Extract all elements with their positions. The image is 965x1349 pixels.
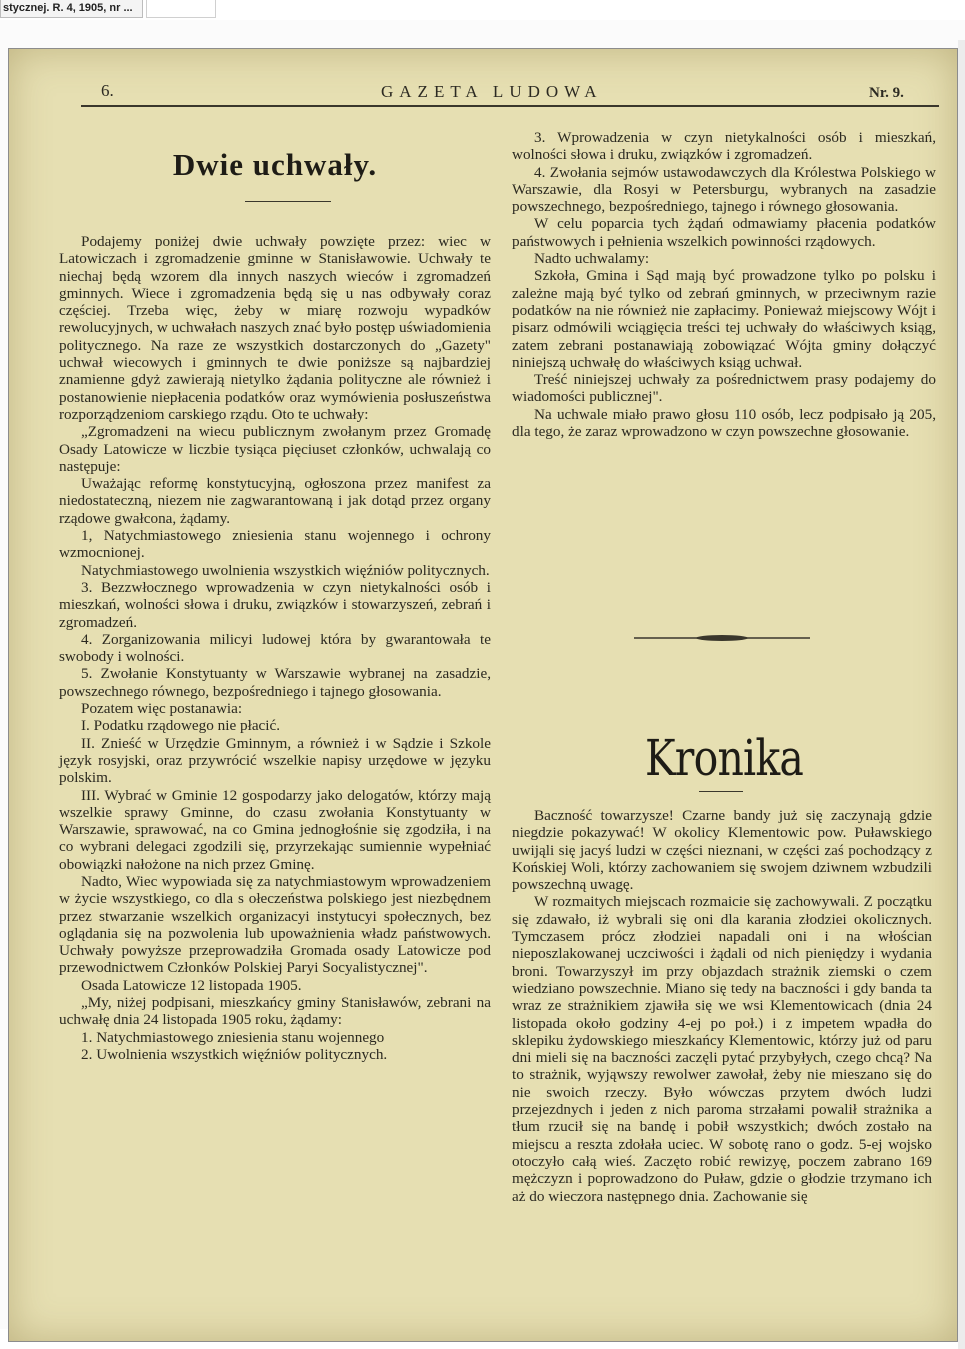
paragraph: 1. Natychmiastowego zniesienia stanu wojennego (81, 1028, 385, 1046)
column-right-top (512, 129, 936, 440)
paragraph: I. Podatku rządowego nie płacić. (81, 717, 281, 735)
issue-number: Nr. 9. (869, 85, 904, 101)
title-divider (245, 201, 331, 202)
paragraph: 2. Uwolnienia wszystkich więźniów politycznych. (81, 1045, 388, 1063)
paragraph: Nadto, Wiec wypowiada się za natychmiastowym wprowadzeniem w życie wszystkiego, co dla s ołeczeństwa polskiego jest niezbędnem przez stwarzanie wszelkich organizacyi instytucyi społecznych, bez oglądania się na pozwolenia lub upoważnienia władz państwowych. Uchwały powyższe przeprowadziła Gromada osady Latowicze pod przewodnictwem Członków Polskiej Paryi Socyalistycznej". (59, 872, 491, 977)
paragraph: Nadto uchwalamy: (534, 250, 650, 268)
paragraph: Pozatem więc postanawia: (81, 700, 243, 718)
paragraph: Na uchwale miało prawo głosu 110 osób, lecz podpisało ją 205, dla tego, że zaraz wprowadzono w czyn powszechne głosowanie. (512, 405, 936, 441)
paragraph: W celu poparcia tych żądań odmawiamy płacenia podatków państwowych i pełnienia wszelkich powinności rządowych. (512, 215, 936, 250)
paragraph: W rozmaitych miejscach rozmaicie się zachowywali. Z początku się zdawało, iż wybrali się oni dla karania złodziei okolicznych. Tymczasem prócz złodziei napadali oni i na włościan nieposzlakowanej uczciwości i żądali od nich pieniędzy i wydania broni. Towarzyszył im przy objazdach strażnik ziemski o czem wiedziano powszechnie. Miano się tedy na baczności i gdy banda ta wraz ze strażnikiem zjawiła się we wsi Klementowicach (dnia 24 listopada około godziny 4-ej po poł.) i z impetem wpadła do sklepiku żydowskiego mieszkańcy Klementowic, którzy już od paru dni mieli się na baczności zaczęli pytać przybyłych, czego chcą? Na to strażnik, wyjąwszy rewolwer zawołał, żeby nie mieszano się do nie swoich rzeczy. Było wówczas przytem dwóch ludzi przejezdnych i jeden z nich paroma strzałami powalił strażnika a tłum rzucił się na bandę i pobił wszystkich; dwóch zostało na miejscu a reszta zdołała uciec. W sobotę rano o godz. 5-ej wojsko otoczyło całą wieś. Zaczęto robić rewizyę, poczem zabrano 169 mężczyzn i poprowadzono do Puław, gdzie o głodzie trzymano ich aż do wieczora następnego dnia. Zachowanie się (512, 893, 932, 1205)
section-title-kronika: Kronika (644, 729, 803, 787)
paragraph: 4. Zwołania sejmów ustawodawczych dla Królestwa Polskiego w Warszawie, dla Rosyi w Petersburgu, wybranych na zasadzie powszechnego, bezpośredniego, tajnego i równego głosowania. (512, 163, 936, 216)
article-title-dwie-uchwaly: Dwie uchwały. (172, 147, 378, 182)
newspaper-page (8, 48, 958, 1342)
empty-tab[interactable] (146, 0, 216, 18)
ornamental-divider (634, 631, 810, 645)
paragraph: III. Wybrać w Gminie 12 gospodarzy jako delogatów, którzy mają wszelkie sprawy Gminne, do czasu zwołania Konstytuanty w Warszawie, sprawować, na co Gmina jednogłośnie się zgodziła, i na co wybrani delegaci zgodzili się, przyrzekając sumiennie wypełniać obowiązki nałożone na nich przez Gminę. (59, 786, 491, 873)
paragraph: 1, Natychmiastowego zniesienia stanu wojennego i ochrony wzmocnionej. (59, 527, 491, 562)
paragraph: Natychmiastowego uwolnienia wszystkich więźniów politycznych. (81, 561, 490, 579)
paragraph: 3. Wprowadzenia w czyn nietykalności osób i mieszkań, wolności słowa i druku, związków i zgromadzeń. (512, 129, 936, 164)
paragraph: 4. Zorganizowania milicyi ludowej która by gwarantowała te swobody i wolności. (59, 630, 491, 666)
paragraph: 5. Zwołanie Konstytuanty w Warszawie wybranej na zasadzie, powszechnego równego, bezpośredniego i tajnego głosowania. (59, 665, 491, 700)
paragraph: Baczność towarzysze! Czarne bandy już się zaczynają gdzie niegdzie pokazywać! W okolicy Klementowic pow. Puławskiego uwijąli się jacyś ludzi w części nieznani, w części zaś pochodzący z Końskiej Woli, którzy zachowaniem się swojem dziwnem wzbudzili powszechną uwagę. (512, 807, 932, 894)
paragraph: Szkoła, Gmina i Sąd mają być prowadzone tylko po polsku i zależne mają być tylko od zebrań gminnych, w przeciwnym razie podatków na nie również nie zapłacimy. Ponieważ miejscowy Wójt i pisarz odmówili wciągięcia treści tej uchwały do właściwych ksiąg, zatem zebrani postanawiają zobowiązać Wójta gminy dołączyć niniejszą uchwałę do właściwych ksiąg uchwał. (512, 267, 936, 371)
kronika-divider (699, 791, 743, 792)
paragraph: „My, niżej podpisani, mieszkańcy gminy Stanisławów, zebrani na uchwałę dnia 24 listopada 1905 roku, żądamy: (59, 994, 491, 1029)
paragraph: Uważając reformę konstytucyjną, ogłoszona przez manifest za niedostateczną, niezem nie zagwarantowaną i jak dotąd przez organy rządowe gwałcona, żądamy. (59, 475, 491, 527)
header-rule (81, 105, 939, 107)
newspaper-name: GAZETA LUDOWA (381, 82, 603, 101)
column-right-bottom (512, 807, 932, 1205)
document-tab[interactable]: stycznej. R. 4, 1905, nr ... (0, 0, 143, 18)
paragraph: 3. Bezzwłocznego wprowadzenia w czyn nietykalności osób i mieszkań, wolności słowa i druku, związków i stowarzyszeń, zebrań i zgromadzeń. (59, 578, 491, 631)
vertical-scrollbar[interactable] (958, 40, 965, 1349)
paragraph: Treść niniejszej uchwały za pośrednictwem prasy podajemy do wiadomości publicznej". (512, 371, 936, 406)
page-number: 6. (101, 81, 114, 100)
paragraph: „Zgromadzeni na wiecu publicznym zwołanym przez Gromadę Osady Latowicze w liczbie tysiąca pięciuset członków, uchwalają co następuje: (59, 423, 491, 475)
paragraph: II. Znieść w Urzędzie Gminnym, a również i w Sądzie i Szkole język rosyjski, oraz przywrócić wszelkie napisy urzędowe w języku polskim. (59, 734, 491, 787)
browser-tab-bar (0, 0, 965, 21)
paragraph: Osada Latowicze 12 listopada 1905. (81, 976, 302, 994)
column-left (59, 233, 491, 1063)
paragraph: Podajemy poniżej dwie uchwały powzięte przez: wiec w Latowiczach i zgromadzenie gminne w Stanisławowie. Uchwały te niechaj będą wzorem dla innych naszych wieców i zgromadzeń gminnych. Wiece i zgromadzenia będą się u nas odbywały coraz częściej. Trzeba więc, żeby w miarę rozwoju wypadków rewolucyjnych, w uchwałach naszych znać było postęp uświadomienia politycznego. Na raze ze wszystkich dostarczonych do „Gazety" uchwał wiecowych i gminnych te dwie poniższe są najbardziej znamienne gdyż zawierają nietylko żądania polityczne ale również i postanowienie niepłacenia podatków oraz wymówienia posłuszeństwa rozporządzeniom carskiego rządu. Oto te uchwały: (59, 233, 491, 423)
document-viewer (0, 20, 965, 1329)
